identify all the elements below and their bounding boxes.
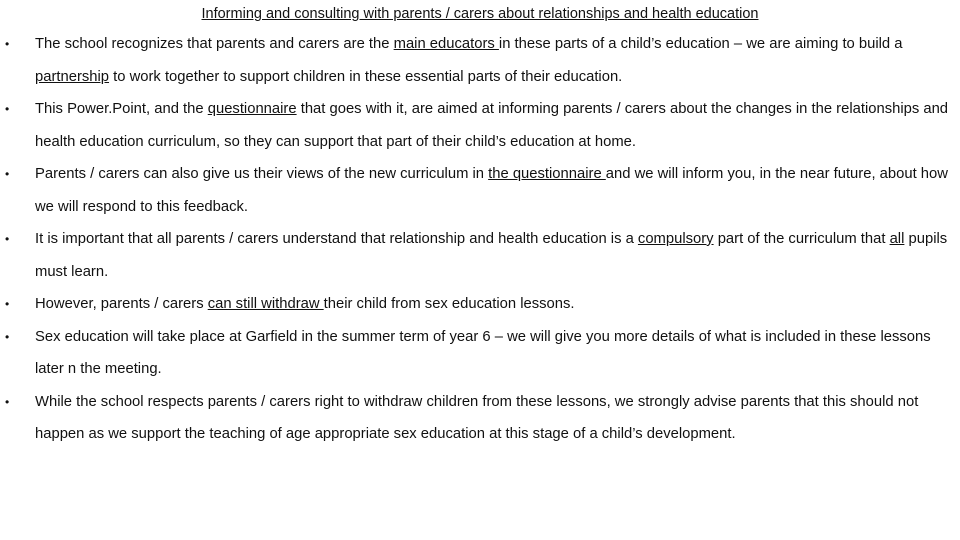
bullet-text: their child from sex education lessons. — [323, 296, 575, 312]
bullet-text: in these parts of a child’s education – we are aiming to build a — [498, 36, 903, 52]
bullet-item-3 — [0, 158, 960, 223]
bullet-text: While the school respects parents / carers right to withdraw children from these lessons, we strongly advise parents that this should not happen as we support the teaching of age appropriate sex education at this stage of a child’s development. — [35, 393, 919, 442]
bullet-dot-icon: • — [5, 102, 10, 116]
bullet-text: Sex education will take place at Garfield in the summer term of year 6 – we will give you more details of what is included in these lessons later n the meeting. — [35, 328, 931, 377]
bullet-text: The school recognizes that parents and carers are the — [35, 36, 394, 52]
underlined-term: partnership — [35, 68, 110, 85]
bullet-dot-icon: • — [5, 37, 10, 51]
bullet-text: to work together to support children in these essential parts of their education. — [109, 68, 623, 85]
underlined-term: the questionnaire — [488, 166, 606, 182]
underlined-term: compulsory — [637, 231, 714, 247]
bullet-dot-icon: • — [5, 232, 10, 246]
bullet-dot-icon: • — [5, 297, 10, 311]
bullet-text: that goes with it, are aimed at informing parents / carers about the changes in the relationships and health education curriculum, so they can support that part of their child’s education at home. — [35, 101, 949, 150]
underlined-term: questionnaire — [207, 101, 297, 117]
bullet-text: This Power.Point, and the — [35, 101, 208, 117]
bullet-text: However, parents / carers — [35, 296, 208, 312]
bullet-text: It is important that all parents / carers understand that relationship and health education is a — [35, 231, 638, 247]
bullet-text: part of the curriculum that — [713, 231, 890, 247]
bullet-item-6 — [0, 321, 960, 386]
bullet-dot-icon: • — [5, 394, 10, 409]
bullet-text: pupils must learn. — [35, 231, 948, 280]
bullet-list — [0, 28, 960, 451]
bullet-item-1 — [0, 28, 960, 93]
bullet-item-2 — [0, 93, 960, 158]
slide-title: Informing and consulting with parents / carers about relationships and health education — [201, 6, 759, 22]
bullet-text: Parents / carers can also give us their views of the new curriculum in — [35, 166, 489, 182]
underlined-term: can still withdraw — [207, 296, 324, 312]
bullet-dot-icon: • — [5, 167, 10, 181]
bullet-text: and we will inform you, in the near future, about how we will respond to this feedback. — [35, 166, 948, 215]
bullet-item-5 — [0, 288, 960, 321]
underlined-term: main educators — [393, 36, 499, 52]
bullet-dot-icon: • — [5, 329, 10, 344]
bullet-item-4 — [0, 223, 960, 288]
bullet-item-7 — [0, 386, 960, 451]
underlined-term: all — [889, 231, 905, 247]
